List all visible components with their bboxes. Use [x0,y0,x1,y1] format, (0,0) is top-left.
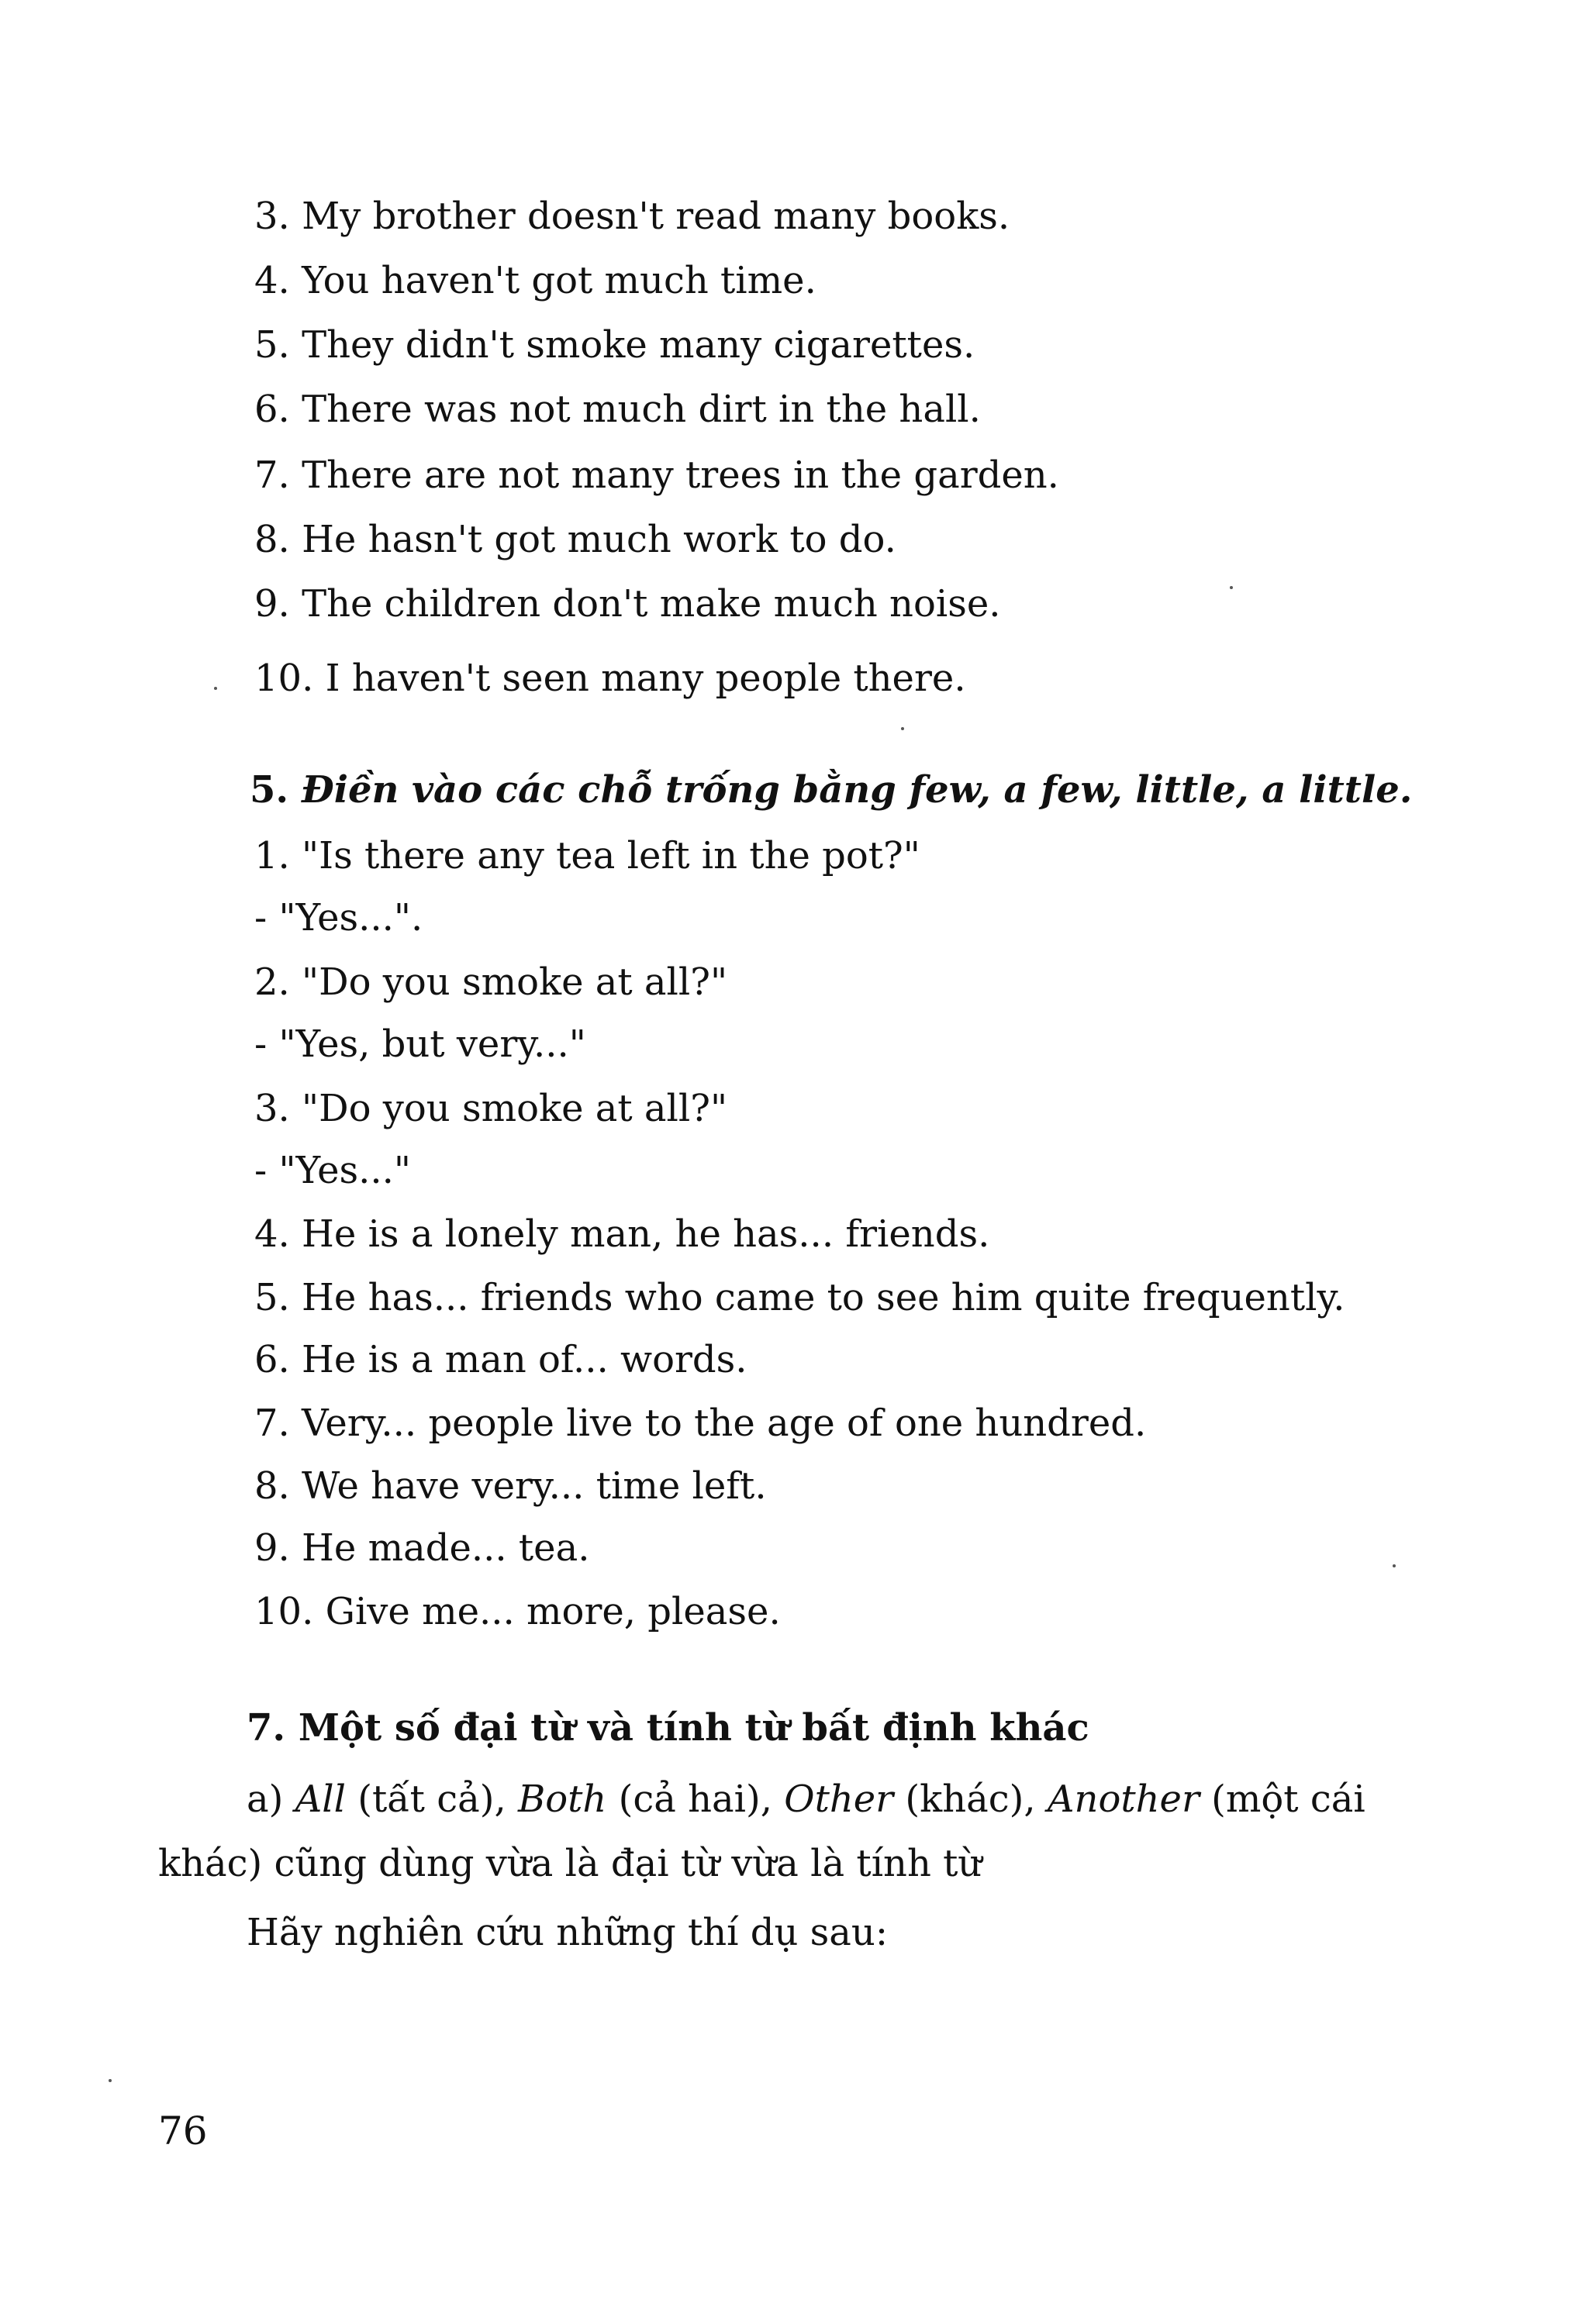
scan-speck [1393,1564,1396,1567]
scan-speck [1230,586,1233,589]
exercise-heading [250,768,1413,812]
exercise-line: - "Yes..." [254,1149,411,1192]
list-item: 10. I haven't seen many people there. [254,657,966,700]
list-item: 4. You haven't got much time. [254,259,816,302]
list-item: 9. The children don't make much noise. [254,582,1001,626]
exercise-line: - "Yes, but very..." [254,1022,586,1066]
scan-speck [109,2079,112,2082]
exercise-line: 6. He is a man of... words. [254,1338,747,1381]
list-item: 7. There are not many trees in the garden. [254,453,1059,497]
section-heading: 7. Một số đại từ và tính từ bất định khác [247,1706,1089,1750]
paragraph-a-line2: khác) cũng dùng vừa là đại từ vừa là tính từ [158,1842,982,1885]
exercise-line: 8. We have very... time left. [254,1464,767,1508]
exercise-line: 5. He has... friends who came to see him quite frequently. [254,1276,1345,1319]
paragraph-a-line1: a) All (tất cả), Both (cả hai), Other (khác), Another (một cái [247,1777,1365,1821]
exercise-line: 7. Very... people live to the age of one hundred. [254,1402,1147,1445]
exercise-line: - "Yes...". [254,896,423,940]
list-item: 3. My brother doesn't read many books. [254,195,1010,238]
exercise-line: 4. He is a lonely man, he has... friends. [254,1212,990,1256]
list-item: 5. They didn't smoke many cigarettes. [254,323,975,367]
exercise-number: 5. [250,768,289,812]
scan-speck [901,727,904,730]
exercise-line: 9. He made... tea. [254,1526,590,1570]
study-line: Hãy nghiên cứu những thí dụ sau: [247,1911,888,1954]
list-item: 6. There was not much dirt in the hall. [254,388,981,431]
exercise-line: 2. "Do you smoke at all?" [254,960,728,1004]
scan-speck [214,687,217,690]
exercise-line: 1. "Is there any tea left in the pot?" [254,834,920,878]
page-number: 76 [158,2108,208,2153]
exercise-line: 10. Give me... more, please. [254,1590,781,1633]
list-item: 8. He hasn't got much work to do. [254,518,896,561]
exercise-title: Điền vào các chỗ trống bằng few, a few, little, a little. [301,768,1413,812]
exercise-line: 3. "Do you smoke at all?" [254,1087,728,1130]
